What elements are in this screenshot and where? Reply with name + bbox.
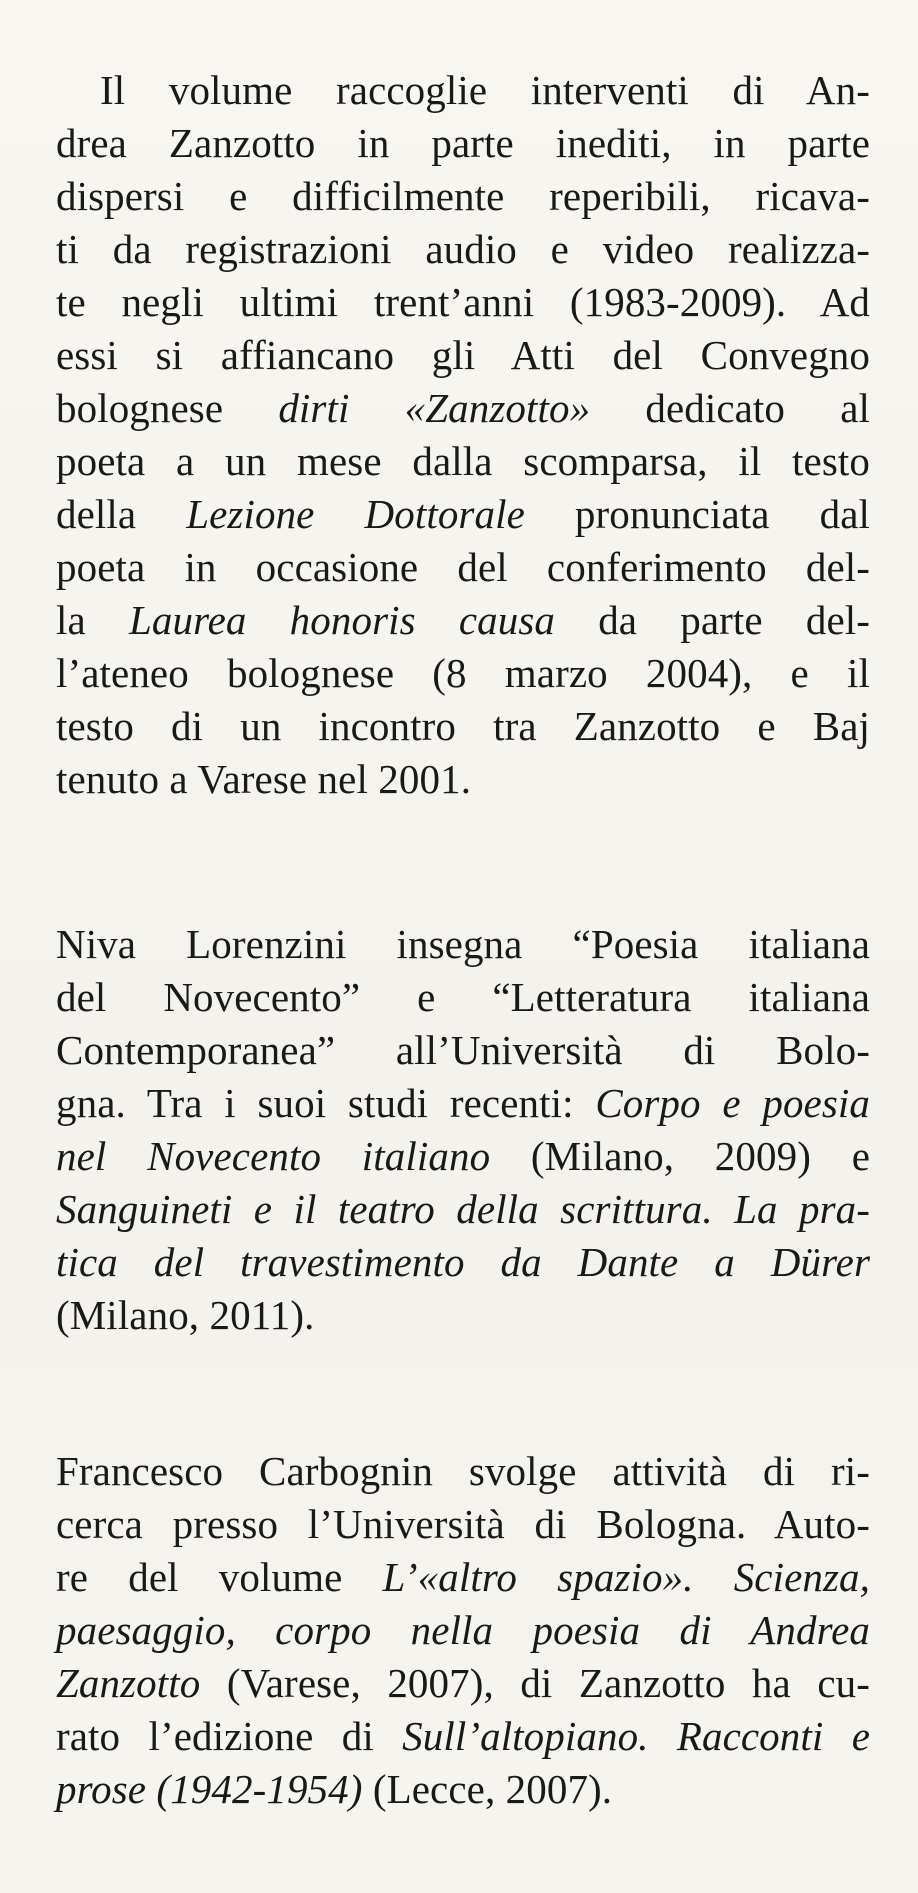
text-segment: cerca presso l’Università di Bologna. Auto- <box>56 1501 870 1547</box>
paragraph-author-bio-carbognin <box>56 1445 870 1816</box>
text-line <box>56 117 870 170</box>
text-line <box>56 382 870 435</box>
text-line <box>56 971 870 1024</box>
text-segment: dispersi e difficilmente reperibili, ricava- <box>56 173 870 219</box>
text-line <box>56 435 870 488</box>
italic-title-segment: tica del travestimento da Dante a Dürer <box>56 1239 870 1285</box>
text-line <box>56 594 870 647</box>
text-line <box>56 1657 870 1710</box>
text-line <box>56 1763 870 1816</box>
text-line <box>56 1183 870 1236</box>
text-segment: pronunciata dal <box>524 491 870 537</box>
italic-title-segment: nel Novecento italiano <box>56 1133 491 1179</box>
text-line <box>56 647 870 700</box>
text-segment: la <box>56 597 129 643</box>
text-line <box>56 488 870 541</box>
text-segment: (Varese, 2007), di Zanzotto ha cu- <box>200 1660 870 1706</box>
italic-title-segment: L’«altro spazio». Scienza, <box>382 1554 870 1600</box>
text-segment: gna. Tra i suoi studi recenti: <box>56 1080 596 1126</box>
text-line <box>56 1077 870 1130</box>
text-line <box>56 170 870 223</box>
text-segment: te negli ultimi trent’anni (1983-2009). Ad <box>56 279 870 325</box>
text-line <box>56 1024 870 1077</box>
italic-title-segment: Laurea honoris causa <box>128 597 556 643</box>
italic-title-segment: paesaggio, corpo nella poesia di Andrea <box>56 1607 870 1653</box>
text-line <box>56 329 870 382</box>
text-line <box>56 276 870 329</box>
italic-title-segment: dirti «Zanzotto» <box>278 385 591 431</box>
text-segment: dedicato al <box>590 385 870 431</box>
text-segment: bolognese <box>56 385 279 431</box>
text-segment: re del volume <box>56 1554 383 1600</box>
italic-title-segment: Lezione Dottorale <box>186 491 525 537</box>
text-segment: poeta a un mese dalla scomparsa, il testo <box>56 438 870 484</box>
text-segment: Contemporanea” all’Università di Bolo- <box>56 1027 870 1073</box>
text-line <box>56 1289 870 1342</box>
italic-title-segment: Sull’altopiano. Racconti e <box>402 1713 870 1759</box>
text-segment: testo di un incontro tra Zanzotto e Baj <box>56 703 870 749</box>
italic-title-segment: prose (1942-1954) <box>56 1766 363 1812</box>
text-segment: del Novecento” e “Letteratura italiana <box>56 974 870 1020</box>
text-segment: (Milano, 2009) e <box>490 1133 870 1179</box>
text-line <box>56 1710 870 1763</box>
text-segment: essi si affiancano gli Atti del Convegno <box>56 332 870 378</box>
text-segment: poeta in occasione del conferimento del- <box>56 544 870 590</box>
text-line <box>56 1551 870 1604</box>
italic-title-segment: Zanzotto <box>56 1660 201 1706</box>
text-segment: della <box>56 491 187 537</box>
text-segment: Niva Lorenzini insegna “Poesia italiana <box>56 921 870 967</box>
text-segment: da parte del- <box>555 597 871 643</box>
text-segment: drea Zanzotto in parte inediti, in parte <box>56 120 870 166</box>
text-segment: rato l’edizione di <box>56 1713 403 1759</box>
text-line <box>56 1445 870 1498</box>
text-line <box>56 223 870 276</box>
text-segment: Francesco Carbognin svolge attività di ri- <box>56 1448 870 1494</box>
italic-title-segment: Corpo e poesia <box>595 1080 870 1126</box>
text-line <box>56 1498 870 1551</box>
text-line <box>56 1604 870 1657</box>
text-segment: Il volume raccoglie interventi di An- <box>100 67 870 113</box>
text-segment: ti da registrazioni audio e video realizza- <box>56 226 870 272</box>
text-line <box>56 753 870 806</box>
text-line <box>56 918 870 971</box>
paragraph-author-bio-lorenzini <box>56 918 870 1342</box>
text-line <box>56 541 870 594</box>
italic-title-segment: Sanguineti e il teatro della scrittura. La pra- <box>56 1186 870 1232</box>
text-segment: tenuto a Varese nel 2001. <box>56 756 472 802</box>
paragraph-volume-description <box>56 64 870 806</box>
text-line <box>56 700 870 753</box>
text-segment: (Milano, 2011). <box>56 1292 315 1338</box>
text-line <box>56 1236 870 1289</box>
text-line <box>56 1130 870 1183</box>
text-line <box>56 64 870 117</box>
text-segment: l’ateneo bolognese (8 marzo 2004), e il <box>56 650 870 696</box>
text-segment: (Lecce, 2007). <box>362 1766 613 1812</box>
